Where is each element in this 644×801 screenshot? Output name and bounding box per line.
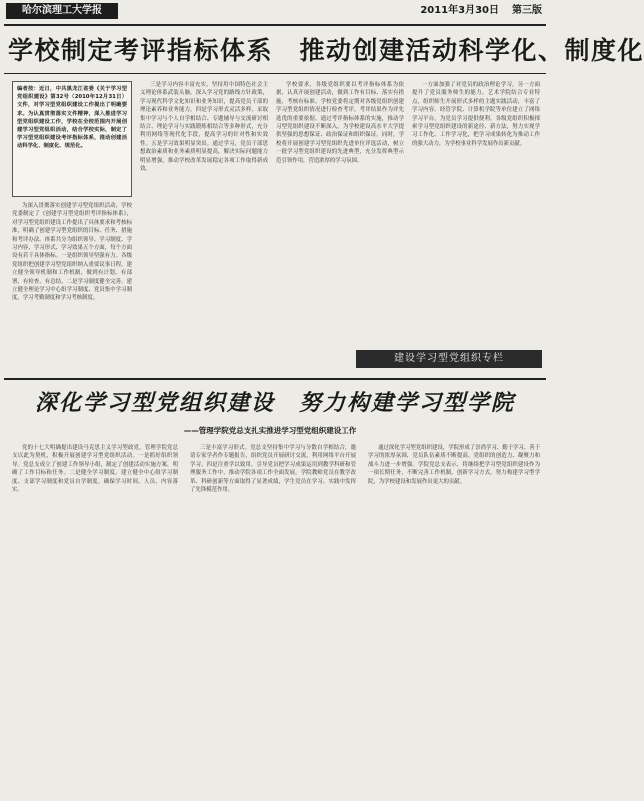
top-story-paragraph: 三是学习内容丰富充实。坚持用中国特色社会主义理论体系武装头脑，深入学习党的路线方针政策，学习现代科学文化知识和业务知识，提高党员干部的理论素养和业务能力。四是学习形式灵活多样。采取集中学习与个人自学相结合、专题辅导与交流研讨相结合、理论学习与实践锻炼相结合等多种形式，充分利用网络等现代化手段，提高学习的针对性和实效性。五是学习效果明显突出。通过学习，党员干部思想政治素质和业务素质明显提高，解决实际问题能力明显增强，推动学校改革发展稳定各项工作取得新成效。: [140, 82, 268, 173]
top-story-column-4: [412, 81, 540, 345]
top-story-column-1: [12, 202, 132, 374]
second-story-paragraph: 党的十七大明确提出建设马克思主义学习型政党，管理学院党总支以此为契机，积极开展创建学习型党组织活动。一是抓好组织领导。党总支成立了创建工作领导小组，制定了创建活动实施方案，明确了工作目标和任务。二是健全学习制度。建立健全中心组学习制度、支部学习制度和党员自学制度，确保学习时间、人员、内容落实。: [12, 445, 178, 494]
headline-rule: [4, 73, 546, 74]
top-story-paragraph: 学校要求，各级党组织要以考评指标体系为依据，认真开展创建活动，做到工作有目标、落实有措施、考核有标准。学校党委将定期对各级党组织创建学习型党组织情况进行检查考评，考评结果作为评先选优的重要依据。通过考评指标体系的实施，推动学习型党组织建设不断深入，为学校建设高水平大学提供坚强的思想保证、政治保证和组织保证。同时，学校将开展创建学习型党组织先进单位评选活动，树立一批学习型党组织建设的先进典型，充分发挥典型示范引领作用，营造浓厚的学习氛围。: [276, 82, 404, 164]
second-story-column-3: [368, 444, 540, 794]
issue-date: 2011年3月30日: [420, 5, 500, 16]
second-story-paragraph: 通过深化学习型党组织建设，学院形成了崇尚学习、勤于学习、善于学习的浓厚氛围，党员队伍素质不断提高，党组织的创造力、凝聚力和战斗力进一步增强。学院党总支表示，将继续把学习型党组织建设作为一项长期任务，不断完善工作机制，创新学习方式，努力构建学习型学院，为学校建设和发展作出更大的贡献。: [368, 445, 540, 485]
masthead-dateline: [420, 5, 542, 17]
editor-note-box: 编者按：近日，中共黑龙江省委《关于学习型党组织建设》第32号（2010年12月31日）文件，对学习型党组织建设工作提出了明确要求。为认真贯彻落实文件精神，深入推进学习型党组织建设工作，学校在全校范围内开展创建学习型党组织活动，结合学校实际，制定了学习型党组织建设考评指标体系，推动创建活动科学化、制度化、规范化。: [12, 81, 132, 197]
second-story-paragraph: 三是丰富学习形式。党总支坚持集中学习与分散自学相结合，邀请专家学者作专题报告，组织党员开展研讨交流，利用网络平台开展学习。四是注重学以致用。引导党员把学习成果运用到教学科研和管理服务工作中，推动学院各项工作全面发展。学院教师党员在教学改革、科研创新等方面取得了显著成绩，学生党员在学习、实践中发挥了先锋模范作用。: [190, 445, 356, 494]
top-story-column-2: [140, 81, 268, 374]
second-headline: 深化学习型党组织建设 努力构建学习型学院: [34, 391, 515, 416]
second-subheadline: ——管理学院党总支扎实推进学习型党组织建设工作: [183, 426, 357, 435]
column-banner: 建设学习型党组织专栏: [356, 350, 542, 368]
section-rule: [4, 378, 546, 380]
top-story-paragraph: 一方面加强了对党员的政治理论学习，另一方面提升了党员服务师生的能力。艺术学院结合专业特点，组织师生开展形式多样的主题实践活动，丰富了学习内容。经管学院、计算机学院等单位建立了网络学习平台，为党员学习提供便利。各级党组织积极探索学习型党组织建设的新途径、新方法，努力实现学习工作化、工作学习化，把学习成果转化为推动工作的强大动力，为学校事业科学发展作出新贡献。: [412, 82, 540, 147]
masthead: [0, 0, 550, 24]
top-headline: 学校制定考评指标体系 推动创建活动科学化、制度化: [8, 36, 644, 65]
top-story-column-3: [276, 81, 404, 374]
masthead-paper-name: 哈尔滨理工大学报: [6, 3, 118, 19]
masthead-rule: [4, 24, 546, 26]
second-story-column-2: [190, 444, 356, 794]
top-story-paragraph: 为深入贯彻落实创建学习型党组织活动，学校党委制定了《创建学习型党组织考评指标体系》，对学习型党组织建设工作提出了具体要求和考核标准，明确了创建学习型党组织的目标、任务、措施和考评办法。体系共分为组织领导、学习制度、学习内容、学习形式、学习效果五个方面，每个方面设有若干具体指标。一是组织领导坚强有力。各级党组织把创建学习型党组织纳入重要议事日程，建立健全领导机制和工作机制，做到有计划、有部署、有检查、有总结。二是学习制度健全完善。建立健全理论学习中心组学习制度、党员集中学习制度、学习考勤制度和学习考核制度。: [12, 203, 132, 302]
page-number: 第三版: [512, 5, 542, 16]
second-story-column-1: [12, 444, 178, 794]
